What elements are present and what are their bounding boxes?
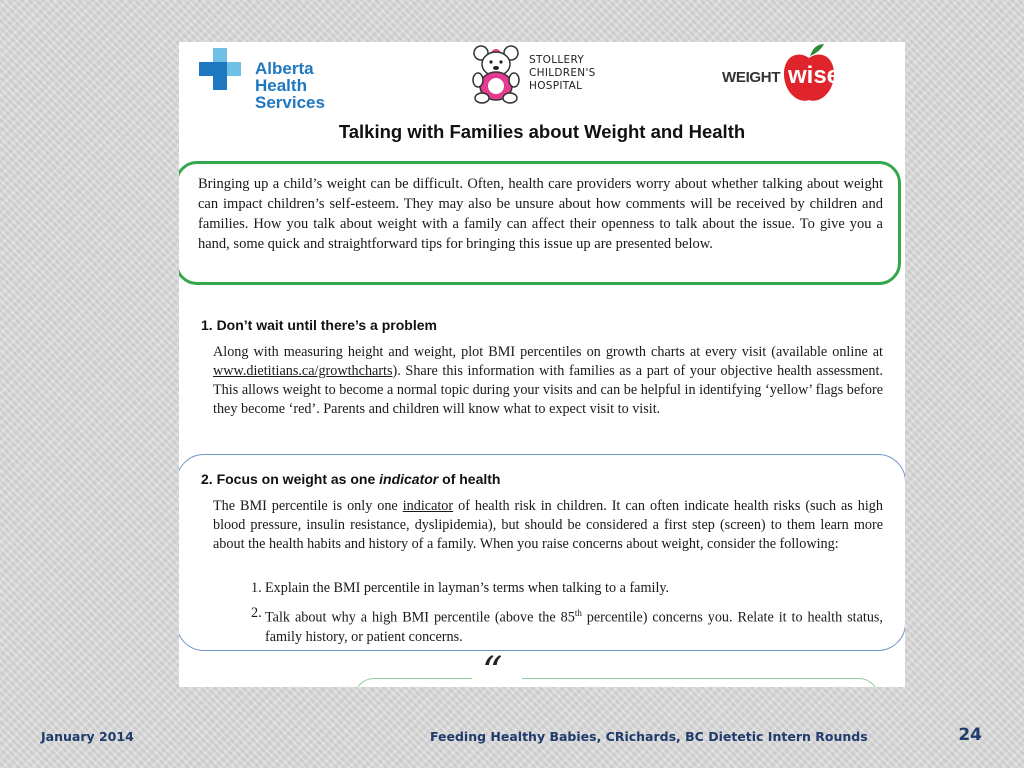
ahs-cross-icon [199, 48, 247, 96]
weightwise-weight-text: WEIGHT [722, 69, 781, 86]
section2-body: The BMI percentile is only one indicator of health risk in children. It can often indicate health risks (such as high blood pressure, insulin resistance, dyslipidemia), but should be considered a first step (screen) to them learn more about the health habits and history of a family. When you raise concerns about weight, consider the following: [213, 498, 883, 552]
section3-box [354, 678, 879, 687]
section2-heading: 2. Focus on weight as one indicator of health [201, 471, 501, 487]
footer-title: Feeding Healthy Babies, CRichards, BC Dietetic Intern Rounds [430, 729, 868, 744]
stollery-logo [467, 42, 607, 104]
document-title: Talking with Families about Weight and Health [338, 121, 746, 142]
section1-body: Along with measuring height and weight, plot BMI percentiles on growth charts at every visit (available online at www.dietitians.ca/growthcharts). Share this information with families as a part of your objective health assessment. This allows weight to become a normal topic during your visits and can be helpful in identifying ‘yellow’ flags before they become ‘red’. Parents and children will know what to expect visit to visit. [213, 344, 883, 417]
ahs-logo-text: Alberta Health Services [255, 59, 325, 112]
weightwise-logo [722, 42, 842, 104]
quote-mark: “ [472, 660, 522, 684]
teddy-bear-icon [467, 42, 525, 104]
list-item-1: 1. Explain the BMI percentile in layman’s terms when talking to a family. [251, 580, 670, 596]
weightwise-wise-text: wise [788, 62, 841, 89]
stollery-logo-text: STOLLERY CHILDREN'S HOSPITAL [529, 54, 596, 92]
page-number: 24 [958, 725, 982, 745]
intro-paragraph: Bringing up a child’s weight can be difficult. Often, health care providers worry about whether talking about weight can impact children’s self-esteem. They may also be unsure about how comments will be received by children and families. How you talk about weight with a family can affect their openness to talk about the issue. To give you a hand, some quick and straightforward tips for bringing this issue up are presented below. [198, 176, 883, 252]
section1-heading: 1. Don’t wait until there’s a problem [201, 317, 437, 333]
handout-page [179, 42, 905, 687]
growthcharts-link[interactable]: www.dietitians.ca/growthcharts [213, 363, 393, 379]
footer-date: January 2014 [41, 729, 134, 744]
ahs-logo [199, 46, 369, 112]
list-item-2: 2. Talk about why a high BMI percentile (above the 85th percentile) concerns you. Relate it to health status, family history, or patient concerns. [251, 605, 883, 645]
